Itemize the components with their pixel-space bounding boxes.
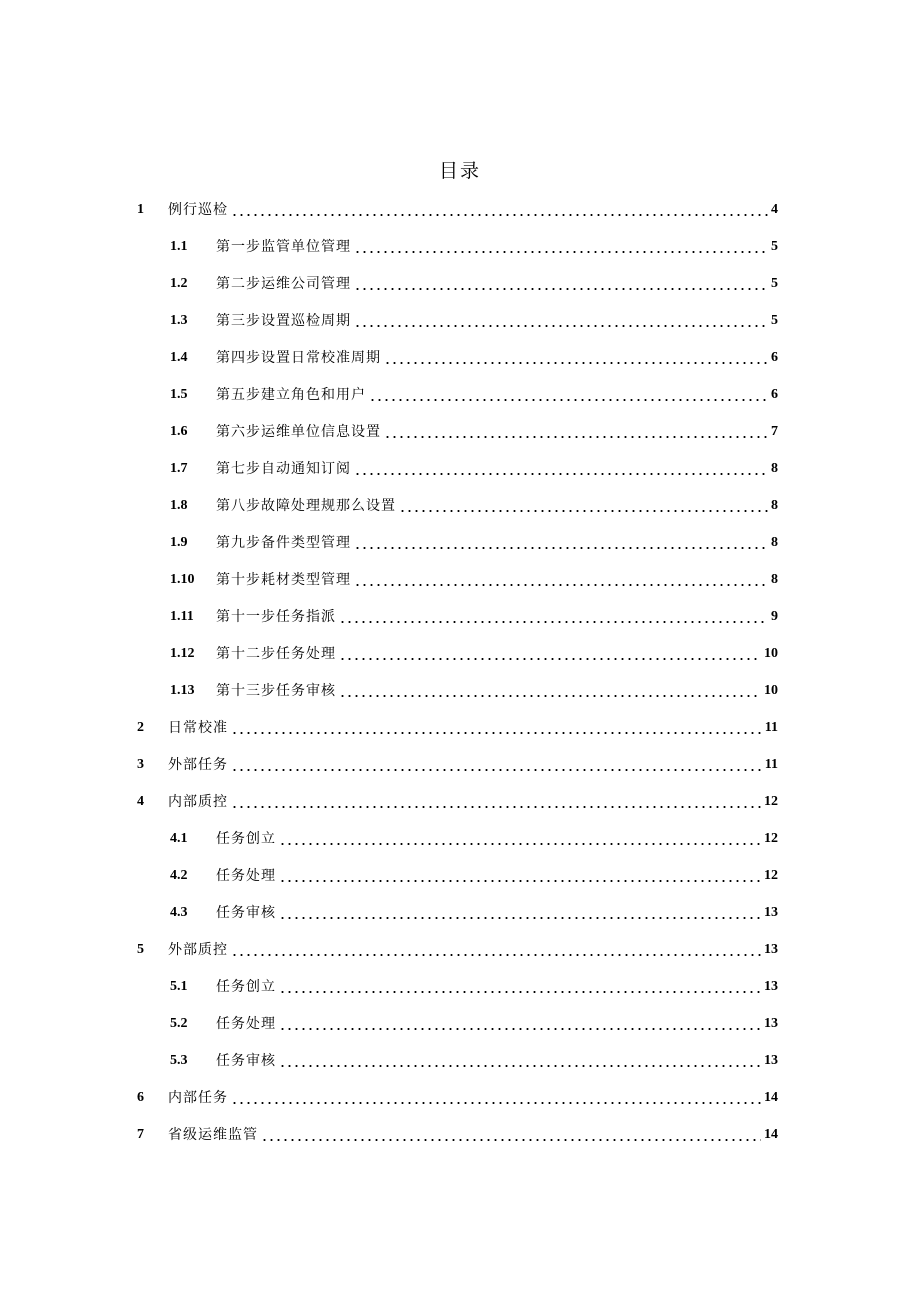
entry-label: 第三步设置巡检周期: [216, 313, 351, 329]
toc-entry[interactable]: [170, 1012, 778, 1036]
entry-number: 1.12: [170, 646, 195, 661]
entry-label: 任务处理: [216, 868, 276, 884]
entry-label: 任务处理: [216, 1016, 276, 1032]
dot-leader: [354, 531, 768, 555]
dot-leader: [339, 605, 768, 629]
entry-page: 8: [771, 498, 778, 513]
toc-entry[interactable]: [170, 975, 778, 999]
entry-page: 13: [764, 942, 778, 957]
entry-page: 14: [764, 1127, 778, 1142]
entry-label: 第十三步任务审核: [216, 683, 336, 699]
entry-page: 13: [764, 1016, 778, 1031]
toc-entry[interactable]: [170, 235, 778, 259]
entry-label: 第九步备件类型管理: [216, 535, 351, 551]
dot-leader: [231, 790, 761, 814]
entry-label: 第七步自动通知订阅: [216, 461, 351, 477]
entry-label: 第一步监管单位管理: [216, 239, 351, 255]
entry-label: 第五步建立角色和用户: [216, 387, 366, 403]
toc-entry[interactable]: [170, 272, 778, 296]
dot-leader: [339, 679, 761, 703]
entry-page: 10: [764, 683, 778, 698]
entry-page: 8: [771, 535, 778, 550]
toc-entry[interactable]: [170, 420, 778, 444]
entry-label: 省级运维监管: [168, 1127, 258, 1143]
entry-number: 4.2: [170, 868, 188, 883]
dot-leader: [354, 309, 768, 333]
dot-leader: [279, 864, 761, 888]
entry-number: 1.10: [170, 572, 195, 587]
entry-label: 例行巡检: [168, 202, 228, 218]
toc-entry[interactable]: [170, 679, 778, 703]
dot-leader: [354, 568, 768, 592]
toc-entry[interactable]: [170, 1049, 778, 1073]
toc-entry[interactable]: [137, 1086, 778, 1110]
toc-entry[interactable]: [170, 531, 778, 555]
entry-page: 12: [764, 868, 778, 883]
dot-leader: [279, 975, 761, 999]
dot-leader: [399, 494, 768, 518]
entry-label: 内部质控: [168, 794, 228, 810]
toc-entry[interactable]: [170, 309, 778, 333]
entry-number: 1: [137, 202, 144, 217]
entry-page: 12: [764, 831, 778, 846]
toc-entry[interactable]: [170, 457, 778, 481]
entry-number: 4: [137, 794, 144, 809]
entry-number: 5.3: [170, 1053, 188, 1068]
dot-leader: [369, 383, 768, 407]
entry-number: 5.2: [170, 1016, 188, 1031]
entry-page: 6: [771, 387, 778, 402]
entry-label: 任务创立: [216, 979, 276, 995]
dot-leader: [279, 827, 761, 851]
toc-entry[interactable]: [170, 827, 778, 851]
toc-entry[interactable]: [137, 1123, 778, 1147]
entry-number: 2: [137, 720, 144, 735]
toc-entry[interactable]: [170, 346, 778, 370]
entry-page: 10: [764, 646, 778, 661]
entry-page: 13: [764, 979, 778, 994]
entry-label: 第八步故障处理规那么设置: [216, 498, 396, 514]
entry-number: 1.3: [170, 313, 188, 328]
toc-entry[interactable]: [137, 938, 778, 962]
dot-leader: [231, 1086, 761, 1110]
entry-label: 任务创立: [216, 831, 276, 847]
entry-page: 12: [764, 794, 778, 809]
entry-number: 1.1: [170, 239, 188, 254]
dot-leader: [231, 716, 762, 740]
toc-entry[interactable]: [170, 383, 778, 407]
entry-number: 1.5: [170, 387, 188, 402]
toc-entry[interactable]: [170, 864, 778, 888]
entry-label: 任务审核: [216, 1053, 276, 1069]
entry-number: 1.13: [170, 683, 195, 698]
entry-page: 4: [771, 202, 778, 217]
entry-label: 外部质控: [168, 942, 228, 958]
toc-entry[interactable]: [170, 605, 778, 629]
entry-label: 任务审核: [216, 905, 276, 921]
toc-entry[interactable]: [170, 568, 778, 592]
entry-number: 4.3: [170, 905, 188, 920]
entry-number: 7: [137, 1127, 144, 1142]
entry-label: 外部任务: [168, 757, 228, 773]
entry-page: 8: [771, 461, 778, 476]
entry-page: 5: [771, 313, 778, 328]
dot-leader: [384, 346, 768, 370]
toc-entry[interactable]: [170, 642, 778, 666]
dot-leader: [279, 1012, 761, 1036]
entry-page: 14: [764, 1090, 778, 1105]
entry-number: 1.8: [170, 498, 188, 513]
entry-page: 6: [771, 350, 778, 365]
toc-entry[interactable]: [137, 753, 778, 777]
entry-number: 1.2: [170, 276, 188, 291]
toc-entry[interactable]: [170, 901, 778, 925]
entry-number: 3: [137, 757, 144, 772]
dot-leader: [354, 272, 768, 296]
entry-label: 第十二步任务处理: [216, 646, 336, 662]
entry-page: 13: [764, 905, 778, 920]
entry-label: 第十一步任务指派: [216, 609, 336, 625]
dot-leader: [261, 1123, 761, 1147]
entry-label: 第六步运维单位信息设置: [216, 424, 381, 440]
entry-page: 5: [771, 276, 778, 291]
dot-leader: [231, 198, 768, 222]
dot-leader: [384, 420, 768, 444]
entry-number: 1.11: [170, 609, 194, 624]
entry-number: 1.7: [170, 461, 188, 476]
entry-page: 9: [771, 609, 778, 624]
toc-entry[interactable]: [137, 716, 778, 740]
entry-label: 内部任务: [168, 1090, 228, 1106]
dot-leader: [354, 235, 768, 259]
toc-entry[interactable]: [137, 790, 778, 814]
entry-number: 1.4: [170, 350, 188, 365]
entry-page: 7: [771, 424, 778, 439]
entry-number: 1.6: [170, 424, 188, 439]
entry-page: 8: [771, 572, 778, 587]
entry-page: 11: [764, 720, 778, 735]
entry-page: 13: [764, 1053, 778, 1068]
entry-label: 第十步耗材类型管理: [216, 572, 351, 588]
entry-number: 5: [137, 942, 144, 957]
entry-number: 1.9: [170, 535, 188, 550]
toc-entry[interactable]: [137, 198, 778, 222]
toc-entry[interactable]: [170, 494, 778, 518]
entry-page: 11: [764, 757, 778, 772]
entry-number: 5.1: [170, 979, 188, 994]
dot-leader: [279, 901, 761, 925]
entry-number: 6: [137, 1090, 144, 1105]
dot-leader: [231, 753, 762, 777]
dot-leader: [354, 457, 768, 481]
toc-title: 目录: [438, 160, 481, 182]
entry-number: 4.1: [170, 831, 188, 846]
entry-page: 5: [771, 239, 778, 254]
entry-label: 第二步运维公司管理: [216, 276, 351, 292]
entry-label: 第四步设置日常校准周期: [216, 350, 381, 366]
entry-label: 日常校准: [168, 720, 228, 736]
dot-leader: [231, 938, 761, 962]
dot-leader: [279, 1049, 761, 1073]
dot-leader: [339, 642, 761, 666]
